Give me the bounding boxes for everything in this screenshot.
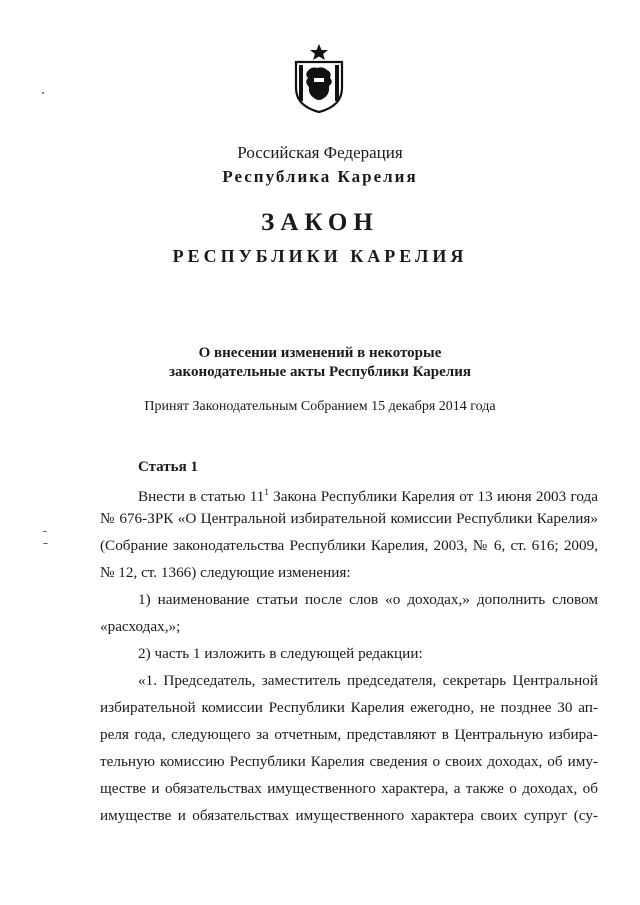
law-title: ЗАКОН — [261, 209, 379, 236]
article-line: 2) часть 1 изложить в следующей редакции: — [138, 645, 423, 662]
article-line: № 676-ЗРК «О Центральной избирательной комиссии Республики Карелия» — [100, 510, 598, 527]
article-line: избирательной комиссии Республики Карелия ежегодно, не позднее 30 ап- — [100, 699, 598, 716]
article-heading: Статья 1 — [138, 459, 198, 475]
article-line: ществе и обязательствах имущественного характера, а также о доходах, об — [100, 780, 598, 797]
coat-of-arms-icon — [290, 42, 348, 114]
article-line: 1) наименование статьи после слов «о доходах,» дополнить словом — [138, 591, 598, 608]
scan-speck — [43, 543, 48, 544]
article-line: реля года, следующего за отчетным, представляют в Центральную избира- — [100, 726, 598, 743]
article-line: «1. Председатель, заместитель председателя, секретарь Центральной — [138, 672, 598, 689]
republic-name: Республика Карелия — [222, 167, 418, 186]
scan-speck — [42, 92, 44, 94]
law-subtitle: РЕСПУБЛИКИ КАРЕЛИЯ — [172, 246, 468, 266]
article-line: № 12, ст. 1366) следующие изменения: — [100, 564, 351, 581]
article-line: имуществе и обязательствах имущественного характера своих супруг (су- — [100, 807, 598, 824]
law-subject-line-1: О внесении изменений в некоторые — [198, 345, 442, 361]
article-line: тельную комиссию Республики Карелия сведения о своих доходах, об иму- — [100, 753, 598, 770]
law-subject — [0, 344, 640, 382]
scan-speck — [43, 531, 47, 532]
article-line: «расходах,»; — [100, 618, 181, 635]
adoption-note: Принят Законодательным Собранием 15 декабря 2014 года — [144, 399, 496, 414]
federation-name: Российская Федерация — [237, 143, 403, 162]
law-subject-line-2: законодательные акты Республики Карелия — [169, 364, 471, 380]
article-line: Внести в статью $11^1$ Закона Республики Карелия от 13 июня 2003 года — [138, 487, 598, 505]
article-line: (Собрание законодательства Республики Карелия, 2003, № 6, ст. 616; 2009, — [100, 537, 598, 554]
